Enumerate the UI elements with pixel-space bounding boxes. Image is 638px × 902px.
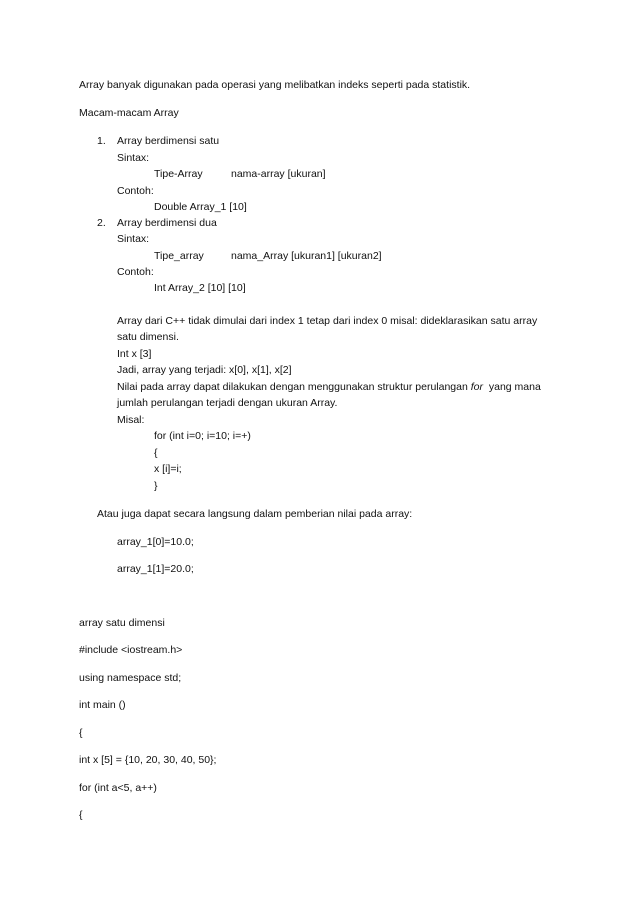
program-code-line: for (int a<5, a++) <box>79 782 157 794</box>
explanation-line-2: satu dimensi. <box>117 331 179 343</box>
array-result: Jadi, array yang terjadi: x[0], x[1], x[2] <box>117 364 292 376</box>
code-line: x [i]=i; <box>154 463 182 475</box>
misal-label: Misal: <box>117 414 145 426</box>
alternative-paragraph: Atau juga dapat secara langsung dalam pemberian nilai pada array: <box>97 508 413 520</box>
program-code-line: #include <iostream.h> <box>79 644 183 656</box>
program-code-line: int x [5] = {10, 20, 30, 40, 50}; <box>79 754 217 766</box>
loop-explanation-line-1 <box>117 380 541 394</box>
example-1: Double Array_1 [10] <box>154 201 247 213</box>
list-item-1-title: Array berdimensi satu <box>117 135 220 147</box>
program-code-line: { <box>79 809 83 821</box>
program-code-line: using namespace std; <box>79 672 182 684</box>
section-title: Macam-macam Array <box>79 107 179 119</box>
list-number-1: 1. <box>97 135 106 147</box>
alt-code-line: array_1[0]=10.0; <box>117 536 194 548</box>
syntax-decl-2: nama_Array [ukuran1] [ukuran2] <box>231 250 382 262</box>
loop-explanation-text: Nilai pada array dapat dilakukan dengan menggunakan struktur perulangan <box>117 381 471 393</box>
example-label-2: Contoh: <box>117 266 154 278</box>
explanation-line-1: Array dari C++ tidak dimulai dari index 1 tetap dari index 0 misal: dideklarasikan satu array <box>117 315 538 327</box>
loop-explanation-tail: yang mana <box>483 381 541 393</box>
syntax-type-1: Tipe-Array <box>154 168 203 180</box>
intro-paragraph: Array banyak digunakan pada operasi yang melibatkan indeks seperti pada statistik. <box>79 79 471 91</box>
list-number-2: 2. <box>97 217 106 229</box>
loop-explanation-line-2: jumlah perulangan terjadi dengan ukuran Array. <box>117 397 338 409</box>
syntax-decl-1: nama-array [ukuran] <box>231 168 326 180</box>
program-code-line: { <box>79 727 83 739</box>
example-label-1: Contoh: <box>117 185 154 197</box>
program-code-line: int main () <box>79 699 126 711</box>
code-line: { <box>154 447 158 459</box>
example-2: Int Array_2 [10] [10] <box>154 282 246 294</box>
syntax-label-2: Sintax: <box>117 233 150 245</box>
code-line: } <box>154 480 158 492</box>
for-keyword: for <box>470 381 484 393</box>
declaration-example: Int x [3] <box>117 348 152 360</box>
syntax-label-1: Sintax: <box>117 152 150 164</box>
code-line: for (int i=0; i=10; i=+) <box>154 430 251 442</box>
program-title: array satu dimensi <box>79 617 165 629</box>
alt-code-line: array_1[1]=20.0; <box>117 563 194 575</box>
syntax-type-2: Tipe_array <box>154 250 204 262</box>
list-item-2-title: Array berdimensi dua <box>117 217 217 229</box>
